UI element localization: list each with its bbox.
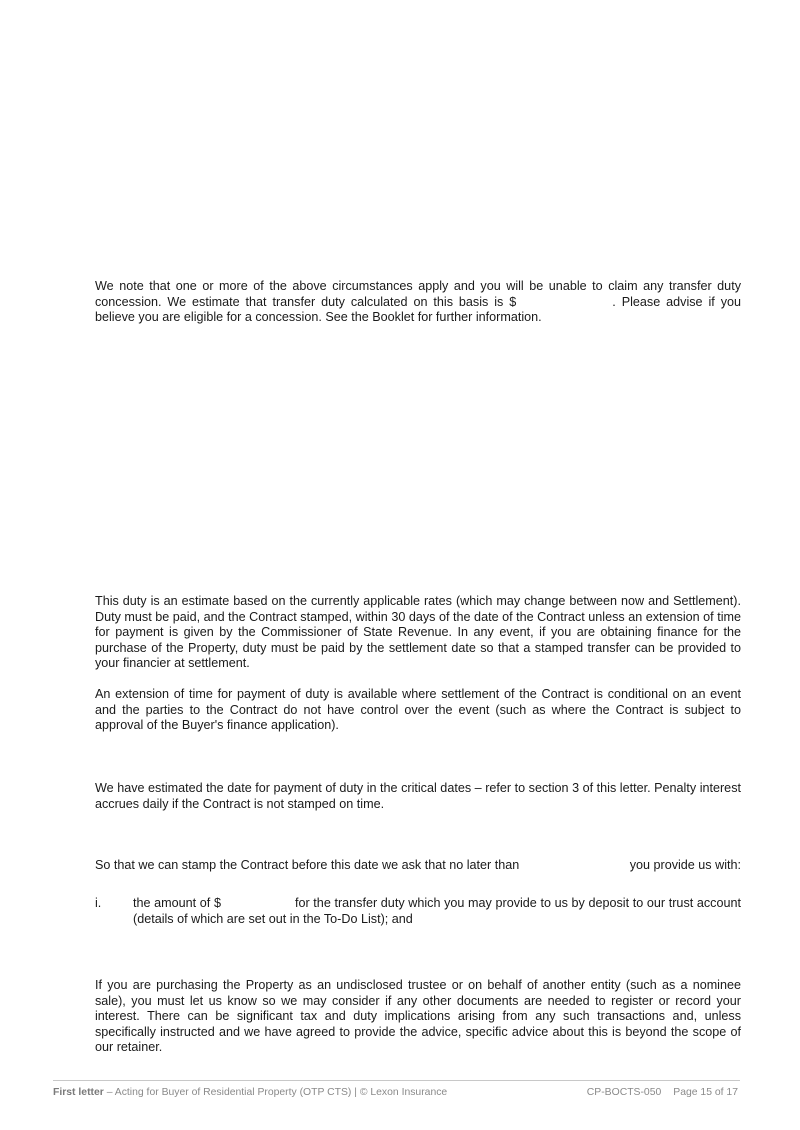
transfer-duty-estimate-paragraph — [95, 279, 741, 326]
critical-dates-paragraph: We have estimated the date for payment of duty in the critical dates – refer to section 3 of this letter. Penalty interest accrues daily if the Contract is not stamped on time. — [95, 781, 741, 811]
footer-letter-subtitle: – Acting for Buyer of Residential Property (OTP CTS) | © Lexon Insurance — [103, 1087, 448, 1098]
list-item-text-start: the amount of $ — [133, 896, 221, 910]
footer-right — [587, 1087, 738, 1098]
list-item-body — [133, 896, 741, 927]
list-item-number: i. — [95, 896, 102, 910]
footer-page-number: Page 15 of 17 — [673, 1087, 738, 1098]
footer-left — [53, 1087, 447, 1098]
footer-letter-title: First letter — [53, 1087, 104, 1098]
transfer-duty-text-start: We note that one or more of the above circumstances apply and you will be unable to claim any transfer duty concession. We estimate that transfer duty calculated on this basis is $ — [95, 279, 741, 309]
stamp-request-text-start: So that we can stamp the Contract before this date we ask that no later than — [95, 858, 520, 872]
trustee-paragraph: If you are purchasing the Property as an undisclosed trustee or on behalf of another entity (such as a nominee sale), you must let us know so we may consider if any other documents are needed to register or record your interest. There can be significant tax and duty implications arising from any such transactions and, unless specifically instructed and we have agreed to provide the advice, specific advice about this is beyond the scope of our retainer. — [95, 978, 741, 1054]
transfer-duty-text-end: . Please advise if you believe you are eligible for a concession. See the Booklet for further information. — [95, 294, 741, 324]
stamp-request-paragraph — [95, 858, 741, 874]
footer-divider — [53, 1080, 740, 1081]
duty-estimate-paragraph: This duty is an estimate based on the currently applicable rates (which may change between now and Settlement). Duty must be paid, and the Contract stamped, within 30 days of the date of the Contract unless an extension of time for payment is given by the Commissioner of State Revenue. In any event, if you are obtaining finance for the purchase of the Property, duty must be paid by the settlement date so that a stamped transfer can be provided to your financier at settlement. — [95, 594, 741, 670]
list-item — [95, 896, 741, 927]
footer-document-code: CP-BOCTS-050 — [586, 1087, 662, 1098]
stamp-request-text-end: you provide us with: — [629, 858, 741, 872]
extension-of-time-paragraph: An extension of time for payment of duty is available where settlement of the Contract is conditional on an event and the parties to the Contract do not have control over the event (such as where the Contract is subject to approval of the Buyer's finance application). — [95, 687, 741, 732]
list-item-text-end: for the transfer duty which you may provide to us by deposit to our trust account (details of which are set out in the To-Do List); and — [133, 896, 741, 926]
